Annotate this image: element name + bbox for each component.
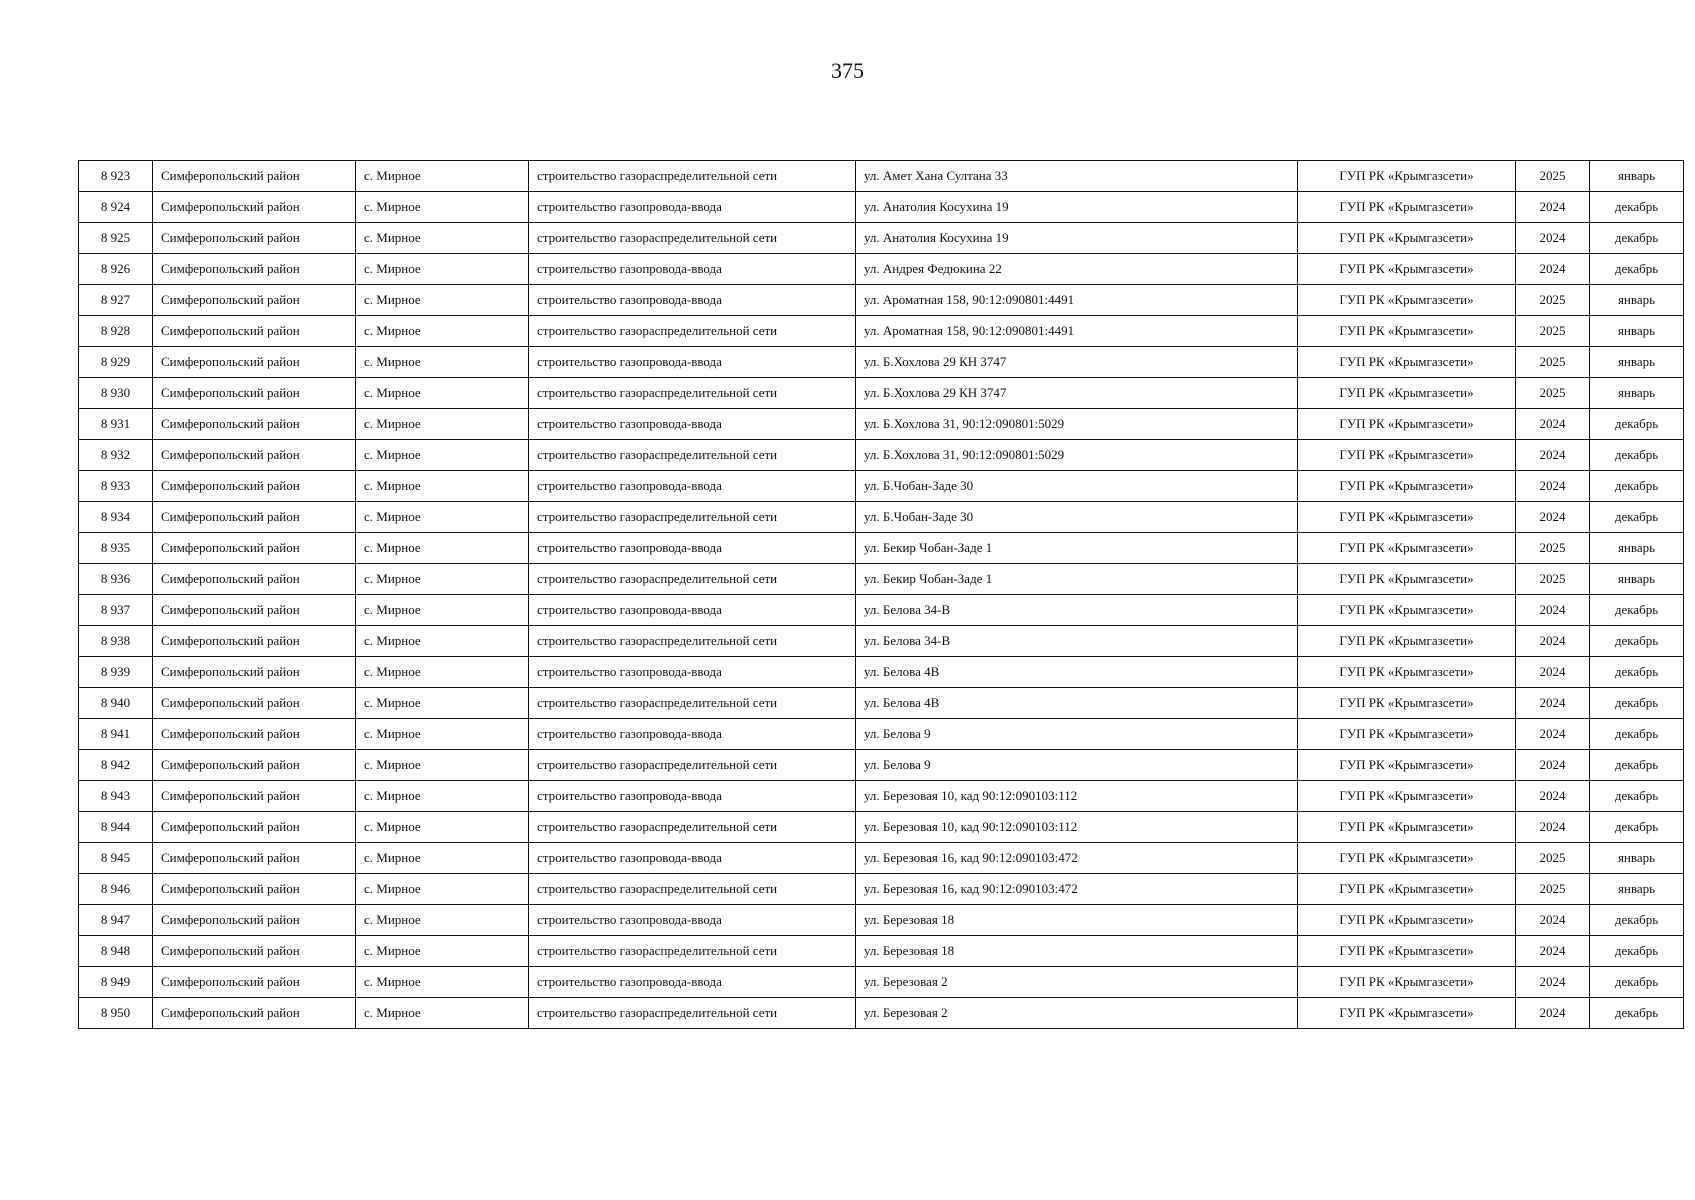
month-cell: декабрь xyxy=(1590,502,1684,533)
work-type-cell: строительство газопровода-ввода xyxy=(529,781,856,812)
month-cell: декабрь xyxy=(1590,998,1684,1029)
district-cell: Симферопольский район xyxy=(153,657,356,688)
organization-cell: ГУП РК «Крымгазсети» xyxy=(1298,719,1516,750)
year-cell: 2025 xyxy=(1516,285,1590,316)
year-cell: 2024 xyxy=(1516,440,1590,471)
table-row xyxy=(79,967,1684,998)
settlement-cell: с. Мирное xyxy=(356,254,529,285)
year-cell: 2024 xyxy=(1516,936,1590,967)
district-cell: Симферопольский район xyxy=(153,564,356,595)
table-row xyxy=(79,595,1684,626)
district-cell: Симферопольский район xyxy=(153,595,356,626)
row-number-cell: 8 939 xyxy=(79,657,153,688)
month-cell: январь xyxy=(1590,316,1684,347)
year-cell: 2024 xyxy=(1516,192,1590,223)
table-row xyxy=(79,719,1684,750)
settlement-cell: с. Мирное xyxy=(356,719,529,750)
address-cell: ул. Березовая 18 xyxy=(856,905,1298,936)
address-cell: ул. Белова 34-В xyxy=(856,626,1298,657)
settlement-cell: с. Мирное xyxy=(356,223,529,254)
work-type-cell: строительство газопровода-ввода xyxy=(529,719,856,750)
year-cell: 2024 xyxy=(1516,688,1590,719)
organization-cell: ГУП РК «Крымгазсети» xyxy=(1298,626,1516,657)
district-cell: Симферопольский район xyxy=(153,812,356,843)
work-type-cell: строительство газораспределительной сети xyxy=(529,812,856,843)
year-cell: 2024 xyxy=(1516,254,1590,285)
organization-cell: ГУП РК «Крымгазсети» xyxy=(1298,781,1516,812)
settlement-cell: с. Мирное xyxy=(356,843,529,874)
organization-cell: ГУП РК «Крымгазсети» xyxy=(1298,595,1516,626)
year-cell: 2024 xyxy=(1516,905,1590,936)
district-cell: Симферопольский район xyxy=(153,316,356,347)
address-cell: ул. Березовая 2 xyxy=(856,998,1298,1029)
table-row xyxy=(79,409,1684,440)
month-cell: январь xyxy=(1590,843,1684,874)
address-cell: ул. Белова 34-В xyxy=(856,595,1298,626)
table-row xyxy=(79,750,1684,781)
organization-cell: ГУП РК «Крымгазсети» xyxy=(1298,192,1516,223)
work-type-cell: строительство газораспределительной сети xyxy=(529,564,856,595)
table-row xyxy=(79,688,1684,719)
work-type-cell: строительство газопровода-ввода xyxy=(529,843,856,874)
settlement-cell: с. Мирное xyxy=(356,750,529,781)
table-row xyxy=(79,998,1684,1029)
organization-cell: ГУП РК «Крымгазсети» xyxy=(1298,254,1516,285)
row-number-cell: 8 935 xyxy=(79,533,153,564)
table-row xyxy=(79,440,1684,471)
address-cell: ул. Б.Чобан-Заде 30 xyxy=(856,502,1298,533)
settlement-cell: с. Мирное xyxy=(356,502,529,533)
month-cell: декабрь xyxy=(1590,254,1684,285)
row-number-cell: 8 944 xyxy=(79,812,153,843)
table-row xyxy=(79,378,1684,409)
district-cell: Симферопольский район xyxy=(153,843,356,874)
table-row xyxy=(79,223,1684,254)
address-cell: ул. Белова 9 xyxy=(856,750,1298,781)
district-cell: Симферопольский район xyxy=(153,440,356,471)
settlement-cell: с. Мирное xyxy=(356,812,529,843)
settlement-cell: с. Мирное xyxy=(356,998,529,1029)
month-cell: декабрь xyxy=(1590,223,1684,254)
organization-cell: ГУП РК «Крымгазсети» xyxy=(1298,223,1516,254)
row-number-cell: 8 923 xyxy=(79,161,153,192)
organization-cell: ГУП РК «Крымгазсети» xyxy=(1298,440,1516,471)
address-cell: ул. Ароматная 158, 90:12:090801:4491 xyxy=(856,285,1298,316)
district-cell: Симферопольский район xyxy=(153,409,356,440)
table-row xyxy=(79,316,1684,347)
settlement-cell: с. Мирное xyxy=(356,874,529,905)
work-type-cell: строительство газораспределительной сети xyxy=(529,998,856,1029)
organization-cell: ГУП РК «Крымгазсети» xyxy=(1298,316,1516,347)
district-cell: Симферопольский район xyxy=(153,998,356,1029)
month-cell: январь xyxy=(1590,874,1684,905)
row-number-cell: 8 924 xyxy=(79,192,153,223)
work-type-cell: строительство газопровода-ввода xyxy=(529,657,856,688)
organization-cell: ГУП РК «Крымгазсети» xyxy=(1298,843,1516,874)
month-cell: декабрь xyxy=(1590,595,1684,626)
organization-cell: ГУП РК «Крымгазсети» xyxy=(1298,409,1516,440)
organization-cell: ГУП РК «Крымгазсети» xyxy=(1298,750,1516,781)
address-cell: ул. Березовая 16, кад 90:12:090103:472 xyxy=(856,874,1298,905)
month-cell: декабрь xyxy=(1590,688,1684,719)
address-cell: ул. Белова 4В xyxy=(856,688,1298,719)
month-cell: декабрь xyxy=(1590,781,1684,812)
work-type-cell: строительство газораспределительной сети xyxy=(529,223,856,254)
year-cell: 2025 xyxy=(1516,347,1590,378)
row-number-cell: 8 936 xyxy=(79,564,153,595)
page-number: 375 xyxy=(831,58,864,83)
work-type-cell: строительство газопровода-ввода xyxy=(529,192,856,223)
row-number-cell: 8 945 xyxy=(79,843,153,874)
work-type-cell: строительство газопровода-ввода xyxy=(529,409,856,440)
settlement-cell: с. Мирное xyxy=(356,657,529,688)
settlement-cell: с. Мирное xyxy=(356,192,529,223)
table-row xyxy=(79,874,1684,905)
organization-cell: ГУП РК «Крымгазсети» xyxy=(1298,378,1516,409)
district-cell: Симферопольский район xyxy=(153,750,356,781)
district-cell: Симферопольский район xyxy=(153,471,356,502)
month-cell: декабрь xyxy=(1590,626,1684,657)
table-row xyxy=(79,936,1684,967)
row-number-cell: 8 932 xyxy=(79,440,153,471)
address-cell: ул. Анатолия Косухина 19 xyxy=(856,192,1298,223)
settlement-cell: с. Мирное xyxy=(356,378,529,409)
table-row xyxy=(79,626,1684,657)
year-cell: 2024 xyxy=(1516,626,1590,657)
district-cell: Симферопольский район xyxy=(153,192,356,223)
year-cell: 2025 xyxy=(1516,843,1590,874)
table-row xyxy=(79,347,1684,378)
work-type-cell: строительство газораспределительной сети xyxy=(529,502,856,533)
month-cell: декабрь xyxy=(1590,936,1684,967)
table-row xyxy=(79,533,1684,564)
row-number-cell: 8 926 xyxy=(79,254,153,285)
month-cell: январь xyxy=(1590,347,1684,378)
settlement-cell: с. Мирное xyxy=(356,440,529,471)
settlement-cell: с. Мирное xyxy=(356,409,529,440)
month-cell: декабрь xyxy=(1590,719,1684,750)
year-cell: 2024 xyxy=(1516,657,1590,688)
table-row xyxy=(79,905,1684,936)
row-number-cell: 8 927 xyxy=(79,285,153,316)
address-cell: ул. Березовая 10, кад 90:12:090103:112 xyxy=(856,781,1298,812)
year-cell: 2024 xyxy=(1516,967,1590,998)
work-type-cell: строительство газораспределительной сети xyxy=(529,750,856,781)
month-cell: декабрь xyxy=(1590,657,1684,688)
year-cell: 2024 xyxy=(1516,223,1590,254)
organization-cell: ГУП РК «Крымгазсети» xyxy=(1298,161,1516,192)
address-cell: ул. Березовая 18 xyxy=(856,936,1298,967)
organization-cell: ГУП РК «Крымгазсети» xyxy=(1298,471,1516,502)
row-number-cell: 8 929 xyxy=(79,347,153,378)
settlement-cell: с. Мирное xyxy=(356,347,529,378)
year-cell: 2025 xyxy=(1516,874,1590,905)
month-cell: декабрь xyxy=(1590,192,1684,223)
work-type-cell: строительство газопровода-ввода xyxy=(529,471,856,502)
address-cell: ул. Белова 9 xyxy=(856,719,1298,750)
address-cell: ул. Б.Хохлова 31, 90:12:090801:5029 xyxy=(856,440,1298,471)
address-cell: ул. Б.Хохлова 31, 90:12:090801:5029 xyxy=(856,409,1298,440)
table-row xyxy=(79,843,1684,874)
row-number-cell: 8 925 xyxy=(79,223,153,254)
year-cell: 2024 xyxy=(1516,502,1590,533)
district-cell: Симферопольский район xyxy=(153,161,356,192)
table-row xyxy=(79,781,1684,812)
settlement-cell: с. Мирное xyxy=(356,967,529,998)
organization-cell: ГУП РК «Крымгазсети» xyxy=(1298,285,1516,316)
table-row xyxy=(79,192,1684,223)
district-cell: Симферопольский район xyxy=(153,626,356,657)
address-cell: ул. Белова 4В xyxy=(856,657,1298,688)
district-cell: Симферопольский район xyxy=(153,781,356,812)
work-type-cell: строительство газораспределительной сети xyxy=(529,688,856,719)
month-cell: декабрь xyxy=(1590,905,1684,936)
work-type-cell: строительство газораспределительной сети xyxy=(529,936,856,967)
row-number-cell: 8 946 xyxy=(79,874,153,905)
address-cell: ул. Березовая 2 xyxy=(856,967,1298,998)
month-cell: декабрь xyxy=(1590,471,1684,502)
month-cell: январь xyxy=(1590,161,1684,192)
district-cell: Симферопольский район xyxy=(153,874,356,905)
table-row xyxy=(79,812,1684,843)
year-cell: 2025 xyxy=(1516,161,1590,192)
work-type-cell: строительство газораспределительной сети xyxy=(529,874,856,905)
month-cell: январь xyxy=(1590,285,1684,316)
table-row xyxy=(79,471,1684,502)
month-cell: декабрь xyxy=(1590,440,1684,471)
year-cell: 2024 xyxy=(1516,719,1590,750)
row-number-cell: 8 928 xyxy=(79,316,153,347)
row-number-cell: 8 931 xyxy=(79,409,153,440)
row-number-cell: 8 941 xyxy=(79,719,153,750)
table-row xyxy=(79,254,1684,285)
month-cell: январь xyxy=(1590,378,1684,409)
organization-cell: ГУП РК «Крымгазсети» xyxy=(1298,564,1516,595)
organization-cell: ГУП РК «Крымгазсети» xyxy=(1298,936,1516,967)
district-cell: Симферопольский район xyxy=(153,223,356,254)
work-type-cell: строительство газопровода-ввода xyxy=(529,285,856,316)
year-cell: 2025 xyxy=(1516,378,1590,409)
address-cell: ул. Б.Хохлова 29 КН 3747 xyxy=(856,347,1298,378)
year-cell: 2024 xyxy=(1516,409,1590,440)
settlement-cell: с. Мирное xyxy=(356,936,529,967)
district-cell: Симферопольский район xyxy=(153,905,356,936)
district-cell: Симферопольский район xyxy=(153,719,356,750)
row-number-cell: 8 940 xyxy=(79,688,153,719)
organization-cell: ГУП РК «Крымгазсети» xyxy=(1298,657,1516,688)
year-cell: 2025 xyxy=(1516,564,1590,595)
month-cell: декабрь xyxy=(1590,812,1684,843)
row-number-cell: 8 934 xyxy=(79,502,153,533)
address-cell: ул. Бекир Чобан-Заде 1 xyxy=(856,533,1298,564)
work-type-cell: строительство газораспределительной сети xyxy=(529,626,856,657)
address-cell: ул. Бекир Чобан-Заде 1 xyxy=(856,564,1298,595)
organization-cell: ГУП РК «Крымгазсети» xyxy=(1298,874,1516,905)
address-cell: ул. Б.Чобан-Заде 30 xyxy=(856,471,1298,502)
work-type-cell: строительство газораспределительной сети xyxy=(529,378,856,409)
registry-body xyxy=(79,161,1684,1029)
settlement-cell: с. Мирное xyxy=(356,905,529,936)
row-number-cell: 8 938 xyxy=(79,626,153,657)
settlement-cell: с. Мирное xyxy=(356,688,529,719)
year-cell: 2025 xyxy=(1516,316,1590,347)
district-cell: Симферопольский район xyxy=(153,502,356,533)
row-number-cell: 8 943 xyxy=(79,781,153,812)
settlement-cell: с. Мирное xyxy=(356,161,529,192)
district-cell: Симферопольский район xyxy=(153,688,356,719)
row-number-cell: 8 947 xyxy=(79,905,153,936)
table-row xyxy=(79,502,1684,533)
work-type-cell: строительство газораспределительной сети xyxy=(529,161,856,192)
work-type-cell: строительство газопровода-ввода xyxy=(529,967,856,998)
work-type-cell: строительство газопровода-ввода xyxy=(529,254,856,285)
district-cell: Симферопольский район xyxy=(153,936,356,967)
district-cell: Симферопольский район xyxy=(153,533,356,564)
address-cell: ул. Б.Хохлова 29 КН 3747 xyxy=(856,378,1298,409)
year-cell: 2025 xyxy=(1516,533,1590,564)
address-cell: ул. Андрея Федюкина 22 xyxy=(856,254,1298,285)
district-cell: Симферопольский район xyxy=(153,967,356,998)
settlement-cell: с. Мирное xyxy=(356,471,529,502)
month-cell: декабрь xyxy=(1590,967,1684,998)
address-cell: ул. Березовая 10, кад 90:12:090103:112 xyxy=(856,812,1298,843)
registry-table xyxy=(78,160,1684,1029)
work-type-cell: строительство газопровода-ввода xyxy=(529,533,856,564)
year-cell: 2024 xyxy=(1516,781,1590,812)
settlement-cell: с. Мирное xyxy=(356,533,529,564)
organization-cell: ГУП РК «Крымгазсети» xyxy=(1298,533,1516,564)
address-cell: ул. Ароматная 158, 90:12:090801:4491 xyxy=(856,316,1298,347)
month-cell: январь xyxy=(1590,533,1684,564)
year-cell: 2024 xyxy=(1516,998,1590,1029)
address-cell: ул. Березовая 16, кад 90:12:090103:472 xyxy=(856,843,1298,874)
year-cell: 2024 xyxy=(1516,750,1590,781)
district-cell: Симферопольский район xyxy=(153,254,356,285)
month-cell: декабрь xyxy=(1590,750,1684,781)
row-number-cell: 8 937 xyxy=(79,595,153,626)
organization-cell: ГУП РК «Крымгазсети» xyxy=(1298,967,1516,998)
year-cell: 2024 xyxy=(1516,471,1590,502)
table-row xyxy=(79,285,1684,316)
year-cell: 2024 xyxy=(1516,595,1590,626)
row-number-cell: 8 950 xyxy=(79,998,153,1029)
address-cell: ул. Анатолия Косухина 19 xyxy=(856,223,1298,254)
settlement-cell: с. Мирное xyxy=(356,316,529,347)
settlement-cell: с. Мирное xyxy=(356,595,529,626)
settlement-cell: с. Мирное xyxy=(356,781,529,812)
district-cell: Симферопольский район xyxy=(153,378,356,409)
district-cell: Симферопольский район xyxy=(153,285,356,316)
table-row xyxy=(79,564,1684,595)
organization-cell: ГУП РК «Крымгазсети» xyxy=(1298,688,1516,719)
work-type-cell: строительство газопровода-ввода xyxy=(529,595,856,626)
district-cell: Симферопольский район xyxy=(153,347,356,378)
settlement-cell: с. Мирное xyxy=(356,626,529,657)
row-number-cell: 8 933 xyxy=(79,471,153,502)
table-row xyxy=(79,657,1684,688)
row-number-cell: 8 948 xyxy=(79,936,153,967)
settlement-cell: с. Мирное xyxy=(356,285,529,316)
year-cell: 2024 xyxy=(1516,812,1590,843)
organization-cell: ГУП РК «Крымгазсети» xyxy=(1298,998,1516,1029)
work-type-cell: строительство газораспределительной сети xyxy=(529,316,856,347)
row-number-cell: 8 949 xyxy=(79,967,153,998)
table-row xyxy=(79,161,1684,192)
row-number-cell: 8 942 xyxy=(79,750,153,781)
address-cell: ул. Амет Хана Султана 33 xyxy=(856,161,1298,192)
work-type-cell: строительство газораспределительной сети xyxy=(529,440,856,471)
work-type-cell: строительство газопровода-ввода xyxy=(529,905,856,936)
month-cell: декабрь xyxy=(1590,409,1684,440)
organization-cell: ГУП РК «Крымгазсети» xyxy=(1298,812,1516,843)
organization-cell: ГУП РК «Крымгазсети» xyxy=(1298,502,1516,533)
organization-cell: ГУП РК «Крымгазсети» xyxy=(1298,347,1516,378)
month-cell: январь xyxy=(1590,564,1684,595)
row-number-cell: 8 930 xyxy=(79,378,153,409)
settlement-cell: с. Мирное xyxy=(356,564,529,595)
organization-cell: ГУП РК «Крымгазсети» xyxy=(1298,905,1516,936)
work-type-cell: строительство газопровода-ввода xyxy=(529,347,856,378)
